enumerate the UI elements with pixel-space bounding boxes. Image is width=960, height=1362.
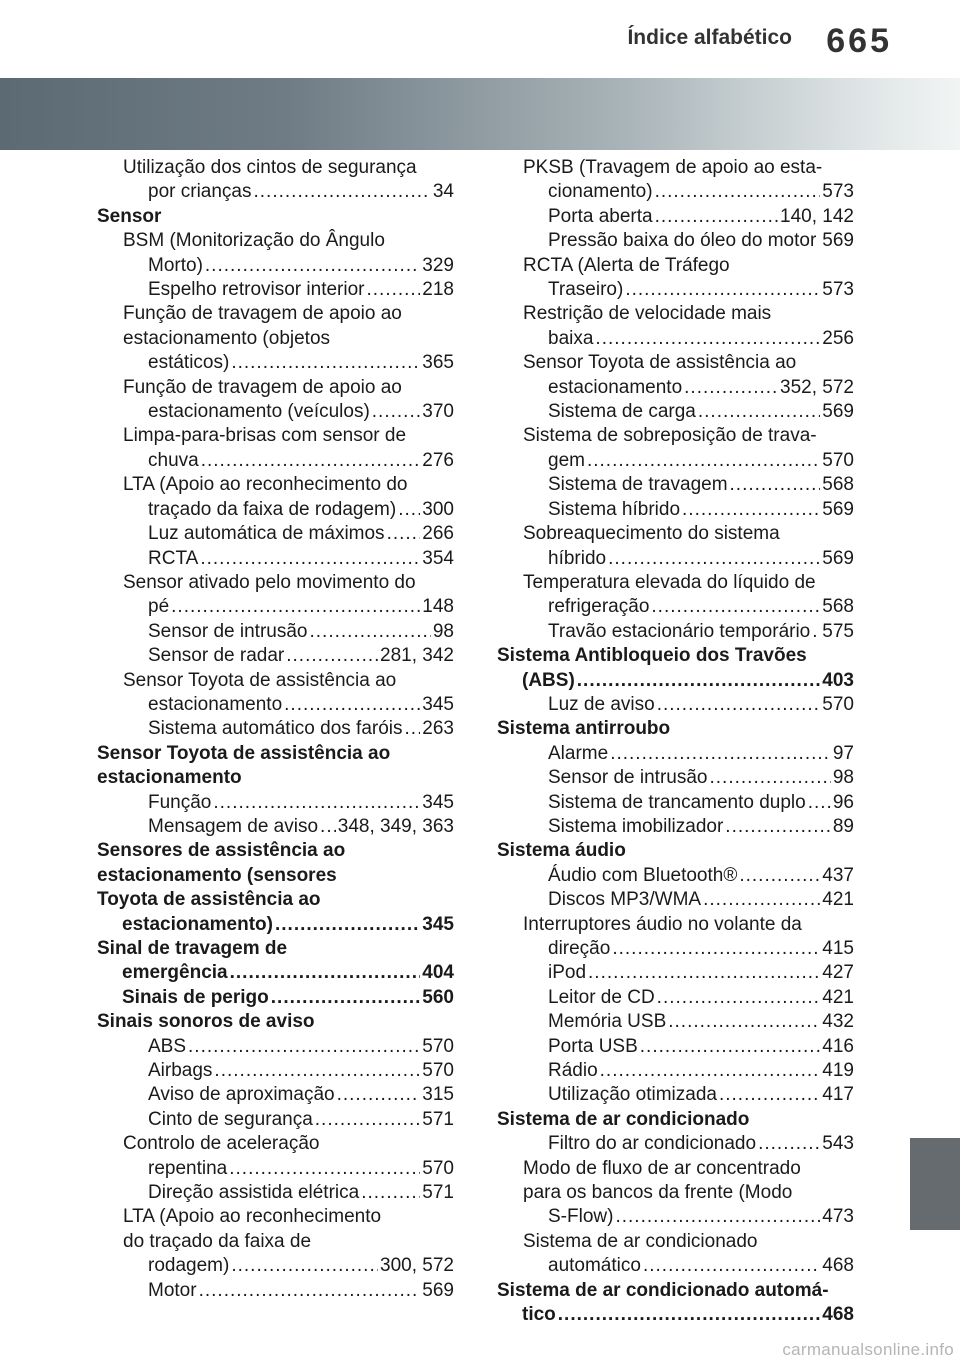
index-subentry	[497, 254, 854, 303]
page-reference: 98	[832, 767, 854, 789]
dot-leader	[372, 400, 421, 424]
page-reference: 266	[422, 523, 454, 545]
index-heading	[97, 986, 454, 1010]
entry-text: Sistema de sobreposição de trava-	[523, 425, 817, 447]
index-subentry	[497, 742, 854, 766]
entry-text: Pressão baixa do óleo do motor	[548, 230, 817, 252]
entry-text: estacionamento	[148, 693, 283, 715]
page-reference: 427	[822, 962, 854, 984]
page-reference: 96	[832, 791, 854, 813]
page-reference: 98	[432, 620, 454, 642]
page-reference: 348, 349, 363	[337, 815, 454, 837]
dot-leader	[657, 986, 821, 1010]
dot-leader	[600, 1059, 821, 1083]
index-subentry	[97, 376, 454, 425]
index-subentry	[97, 424, 454, 473]
entry-text: RCTA	[148, 547, 199, 569]
page-reference: 345	[422, 913, 454, 935]
index-subentry	[497, 620, 854, 644]
page-reference: 415	[822, 938, 854, 959]
watermark: carmanualsonline.info	[782, 1340, 954, 1359]
entry-text: Utilização dos cintos de segurança	[123, 157, 417, 178]
entry-text: Morto)	[148, 254, 203, 276]
entry-text: Interruptores áudio no volante da	[523, 913, 802, 935]
page-reference: 140, 142	[780, 205, 854, 227]
index-subentry	[97, 302, 454, 375]
dot-leader	[275, 913, 420, 937]
dot-leader	[361, 1181, 420, 1205]
index-subentry	[97, 1035, 454, 1059]
page-reference: 421	[822, 986, 854, 1008]
dot-leader	[558, 1303, 821, 1327]
entry-text: Sistema de ar condicionado	[497, 1108, 750, 1130]
dot-leader	[651, 595, 820, 619]
dot-leader	[205, 254, 420, 278]
dot-leader	[739, 864, 820, 888]
entry-text: traçado da faixa de rodagem)	[148, 498, 397, 520]
dot-leader	[703, 888, 820, 912]
index-column-left	[97, 156, 454, 1303]
dot-leader	[710, 766, 831, 790]
index-subentry	[97, 1181, 454, 1205]
entry-text: Sistema de carga	[548, 401, 696, 423]
index-column-right	[497, 156, 854, 1328]
page-reference: 148	[422, 596, 454, 618]
entry-text: Airbags	[148, 1060, 213, 1082]
entry-text: estáticos)	[148, 352, 230, 374]
entry-text: Porta aberta	[548, 205, 653, 227]
page-reference: 345	[422, 693, 454, 715]
dot-leader	[643, 1254, 820, 1278]
dot-leader	[214, 1059, 420, 1083]
index-subentry	[97, 278, 454, 302]
page-reference: 569	[822, 547, 854, 569]
entry-text: por crianças	[148, 181, 252, 203]
page-reference: 569	[422, 1279, 454, 1301]
dot-leader	[640, 1035, 821, 1059]
entry-text: emergência	[122, 962, 228, 984]
entry-text: Sensores de assistência ao	[97, 840, 346, 862]
page-reference: 468	[822, 1255, 854, 1277]
index-heading	[97, 742, 454, 791]
entry-text: automático	[548, 1255, 641, 1277]
index-subentry	[497, 864, 854, 888]
header-band	[0, 78, 960, 150]
index-subentry	[97, 571, 454, 620]
dot-leader	[725, 815, 831, 839]
dot-leader	[315, 1108, 421, 1132]
entry-text: rodagem)	[148, 1255, 230, 1277]
entry-text: Espelho retrovisor interior	[148, 279, 365, 301]
page-reference: 571	[422, 1182, 454, 1204]
entry-text: Modo de fluxo de ar concentrado	[523, 1157, 801, 1179]
page-reference: 370	[422, 401, 454, 423]
index-subentry	[97, 1083, 454, 1107]
dot-leader	[271, 986, 421, 1010]
page-reference: 568	[822, 596, 854, 618]
dot-leader	[284, 693, 420, 717]
index-subentry	[97, 815, 454, 839]
page-reference: 570	[422, 1157, 454, 1179]
entry-text: Sensor de intrusão	[548, 767, 708, 789]
entry-text: Sinais de perigo	[122, 986, 269, 1008]
entry-text: Luz automática de máximos	[148, 523, 385, 545]
page-reference: 570	[822, 693, 854, 715]
page-reference: 432	[822, 1011, 854, 1033]
entry-text: estacionamento)	[122, 913, 273, 935]
index-subentry	[497, 424, 854, 473]
entry-text: chuva	[148, 449, 199, 471]
entry-text: PKSB (Travagem de apoio ao esta-	[523, 157, 823, 178]
entry-text: do traçado da faixa de	[123, 1230, 312, 1252]
index-subentry	[97, 547, 454, 571]
index-subentry	[497, 815, 854, 839]
page-reference: 300	[422, 498, 454, 520]
entry-text: ABS	[148, 1035, 187, 1057]
index-heading	[497, 1279, 854, 1328]
entry-text: Sensor de intrusão	[148, 620, 308, 642]
index-subentry	[497, 1059, 854, 1083]
entry-text: Rádio	[548, 1060, 598, 1082]
index-subentry	[97, 522, 454, 546]
dot-leader	[310, 620, 431, 644]
page-reference: 570	[422, 1060, 454, 1082]
dot-leader	[254, 180, 431, 204]
index-heading	[97, 205, 454, 229]
page-reference: 404	[422, 962, 454, 984]
page-reference: 218	[422, 279, 454, 301]
dot-leader	[337, 1083, 421, 1107]
entry-text: Sinais sonoros de aviso	[97, 1011, 315, 1033]
dot-leader	[615, 1205, 820, 1229]
entry-text: pé	[148, 596, 170, 618]
dot-leader	[808, 791, 831, 815]
index-subentry	[497, 766, 854, 790]
entry-text: Limpa-para-brisas com sensor de	[123, 425, 407, 447]
dot-leader	[577, 669, 821, 693]
entry-text: Sensor de radar	[148, 645, 285, 667]
entry-text: Utilização otimizada	[548, 1084, 717, 1106]
entry-text: para os bancos da frente (Modo	[523, 1182, 793, 1204]
entry-text: Sensor ativado pelo movimento do	[123, 571, 416, 593]
index-subentry	[497, 473, 854, 497]
entry-text: Motor	[148, 1279, 197, 1301]
dot-leader	[320, 815, 336, 839]
page-reference: 281, 342	[380, 645, 454, 667]
page-reference: 573	[822, 181, 854, 203]
dot-leader	[387, 522, 421, 546]
page-reference: 543	[822, 1133, 854, 1155]
entry-text: iPod	[548, 962, 587, 984]
entry-text: BSM (Monitorização do Ângulo	[123, 230, 385, 252]
entry-text: Direção assistida elétrica	[148, 1182, 360, 1204]
page-reference: 473	[822, 1206, 854, 1228]
dot-leader	[200, 547, 420, 571]
entry-text: híbrido	[548, 547, 607, 569]
page-reference: 345	[422, 791, 454, 813]
entry-text: Sistema de ar condicionado automá-	[497, 1279, 829, 1301]
index-subentry	[97, 669, 454, 718]
entry-text: LTA (Apoio ao reconhecimento do	[123, 474, 408, 496]
page-reference: 568	[822, 474, 854, 496]
index-subentry	[497, 205, 854, 229]
index-subentry	[497, 888, 854, 912]
dot-leader	[668, 1010, 820, 1034]
dot-leader	[758, 1132, 820, 1156]
entry-text: Travão estacionário temporário	[548, 620, 811, 642]
dot-leader	[655, 205, 778, 229]
dot-leader	[655, 180, 821, 204]
entry-text: S-Flow)	[548, 1206, 614, 1228]
page-reference: 570	[422, 1035, 454, 1057]
index-subentry	[497, 1230, 854, 1279]
index-subentry	[497, 156, 854, 205]
entry-text: Função de travagem de apoio ao	[123, 303, 402, 325]
page-reference: 417	[822, 1084, 854, 1106]
index-heading	[497, 717, 854, 741]
dot-leader	[398, 498, 420, 522]
index-subentry	[97, 229, 454, 278]
entry-text: Luz de aviso	[548, 693, 655, 715]
entry-text: baixa	[548, 327, 594, 349]
entry-text: Sensor	[97, 205, 162, 227]
index-subentry	[497, 229, 854, 253]
dot-leader	[587, 449, 820, 473]
page-reference: 570	[822, 449, 854, 471]
entry-text: Mensagem de aviso	[148, 815, 319, 837]
dot-leader	[229, 1157, 420, 1181]
dot-leader	[612, 937, 820, 961]
entry-text: cionamento)	[548, 181, 653, 203]
entry-text: estacionamento	[548, 376, 683, 398]
index-subentry	[497, 498, 854, 522]
entry-text: LTA (Apoio ao reconhecimento	[123, 1206, 382, 1228]
dot-leader	[199, 1279, 421, 1303]
entry-text: Restrição de velocidade mais	[523, 303, 772, 325]
page-reference: 352, 572	[780, 376, 854, 398]
entry-text: Sistema de trancamento duplo	[548, 791, 806, 813]
index-subentry	[97, 717, 454, 741]
dot-leader	[595, 327, 820, 351]
index-subentry	[497, 1035, 854, 1059]
entry-text: Sobreaquecimento do sistema	[523, 523, 780, 545]
dot-leader	[608, 547, 820, 571]
page-reference: 468	[822, 1304, 854, 1326]
dot-leader	[610, 742, 831, 766]
index-subentry	[97, 1108, 454, 1132]
page-reference: 276	[422, 449, 454, 471]
entry-text: Função de travagem de apoio ao	[123, 376, 402, 398]
entry-text: Toyota de assistência ao	[97, 889, 321, 911]
page-reference: 437	[822, 864, 854, 886]
dot-leader	[657, 693, 821, 717]
index-subentry	[497, 522, 854, 571]
entry-text: refrigeração	[548, 596, 650, 618]
entry-text: Discos MP3/WMA	[548, 889, 702, 911]
entry-text: Controlo de aceleração	[123, 1133, 320, 1155]
index-heading	[497, 1108, 854, 1132]
entry-text: Memória USB	[548, 1011, 667, 1033]
page-reference: 300, 572	[380, 1255, 454, 1277]
entry-text: Sistema antirroubo	[497, 718, 671, 740]
entry-text: Sistema de travagem	[548, 474, 728, 496]
dot-leader	[698, 400, 820, 424]
entry-text: Sensor Toyota de assistência ao	[123, 669, 397, 691]
dot-leader	[286, 644, 378, 668]
index-subentry	[497, 571, 854, 620]
index-subentry	[497, 1157, 854, 1230]
page-reference: 329	[422, 254, 454, 276]
entry-text: estacionamento	[97, 767, 242, 789]
page-reference: 89	[832, 815, 854, 837]
page-reference: 419	[822, 1060, 854, 1082]
index-subentry	[97, 1205, 454, 1278]
page-reference: 569	[822, 498, 854, 520]
page-reference: 34	[432, 181, 454, 203]
index-subentry	[97, 791, 454, 815]
dot-leader	[625, 278, 820, 302]
dot-leader	[213, 791, 420, 815]
entry-text: Aviso de aproximação	[148, 1084, 335, 1106]
dot-leader	[188, 1035, 420, 1059]
index-subentry	[497, 1010, 854, 1034]
page-reference: 315	[422, 1084, 454, 1106]
entry-text: Temperatura elevada do líquido de	[523, 571, 816, 593]
chapter-tab	[910, 1138, 960, 1230]
entry-text: Traseiro)	[548, 279, 624, 301]
index-subentry	[97, 644, 454, 668]
dot-leader	[405, 717, 421, 741]
index-subentry	[97, 1059, 454, 1083]
index-subentry	[497, 913, 854, 962]
page-reference: 571	[422, 1108, 454, 1130]
entry-text: estacionamento (sensores	[97, 864, 337, 886]
entry-text: Cinto de segurança	[148, 1108, 313, 1130]
page-reference: 256	[822, 327, 854, 349]
index-subentry	[497, 302, 854, 351]
dot-leader	[730, 473, 821, 497]
index-subentry	[497, 351, 854, 400]
page-reference: 573	[822, 279, 854, 301]
index-heading	[497, 839, 854, 863]
page-reference: 575	[822, 620, 854, 642]
entry-text: Porta USB	[548, 1035, 638, 1057]
dot-leader	[171, 595, 420, 619]
entry-text: Filtro do ar condicionado	[548, 1133, 757, 1155]
index-subentry	[97, 156, 454, 205]
dot-leader	[231, 1254, 378, 1278]
index-subentry	[497, 791, 854, 815]
dot-leader	[719, 1083, 820, 1107]
dot-leader	[812, 620, 820, 644]
dot-leader	[682, 498, 820, 522]
index-subentry	[497, 1132, 854, 1156]
dot-leader	[684, 376, 778, 400]
page-reference: 569	[822, 230, 854, 252]
entry-text: estacionamento (veículos)	[148, 401, 370, 423]
entry-text: Áudio com Bluetooth®	[548, 864, 738, 886]
page-reference: 569	[822, 401, 854, 423]
page-reference: 97	[832, 742, 854, 764]
page-reference: 365	[422, 352, 454, 374]
page-reference: 263	[422, 718, 454, 740]
index-heading	[97, 839, 454, 937]
dot-leader	[230, 961, 421, 985]
index-heading	[497, 644, 854, 693]
index-subentry	[497, 693, 854, 717]
index-subentry	[497, 1083, 854, 1107]
index-subentry	[97, 620, 454, 644]
entry-text: repentina	[148, 1157, 228, 1179]
entry-text: Sistema Antibloqueio dos Travões	[497, 645, 807, 667]
dot-leader	[366, 278, 420, 302]
entry-text: RCTA (Alerta de Tráfego	[523, 254, 730, 276]
page-reference: 354	[422, 547, 454, 569]
dot-leader	[588, 961, 820, 985]
page-reference: 416	[822, 1035, 854, 1057]
entry-text: Alarme	[548, 742, 609, 764]
entry-text: Sinal de travagem de	[97, 938, 288, 959]
entry-text: Sensor Toyota de assistência ao	[97, 742, 391, 764]
entry-text: Sistema áudio	[497, 840, 626, 862]
index-subentry	[497, 961, 854, 985]
dot-leader	[201, 449, 421, 473]
page-reference: 560	[422, 986, 454, 1008]
entry-text: Sistema automático dos faróis	[148, 718, 403, 740]
index-subentry	[97, 473, 454, 522]
entry-text: Sistema híbrido	[548, 498, 681, 520]
page-number: 665	[826, 22, 892, 60]
entry-text: estacionamento (objetos	[123, 327, 331, 349]
entry-text: tico	[522, 1304, 556, 1326]
entry-text: Sistema imobilizador	[548, 815, 724, 837]
dot-leader	[231, 351, 420, 375]
entry-text: Sensor Toyota de assistência ao	[523, 352, 797, 374]
index-subentry	[497, 986, 854, 1010]
entry-text: Função	[148, 791, 212, 813]
index-subentry	[97, 1132, 454, 1181]
section-title: Índice alfabético	[627, 26, 792, 49]
entry-text: Sistema de ar condicionado	[523, 1230, 758, 1252]
index-subentry	[97, 1279, 454, 1303]
entry-text: direção	[548, 938, 611, 959]
index-heading	[97, 937, 454, 986]
index-heading	[97, 1010, 454, 1034]
entry-text: Leitor de CD	[548, 986, 655, 1008]
entry-text: (ABS)	[522, 669, 575, 691]
entry-text: gem	[548, 449, 585, 471]
index-subentry	[497, 400, 854, 424]
page-reference: 403	[822, 669, 854, 691]
page-reference: 421	[822, 889, 854, 911]
